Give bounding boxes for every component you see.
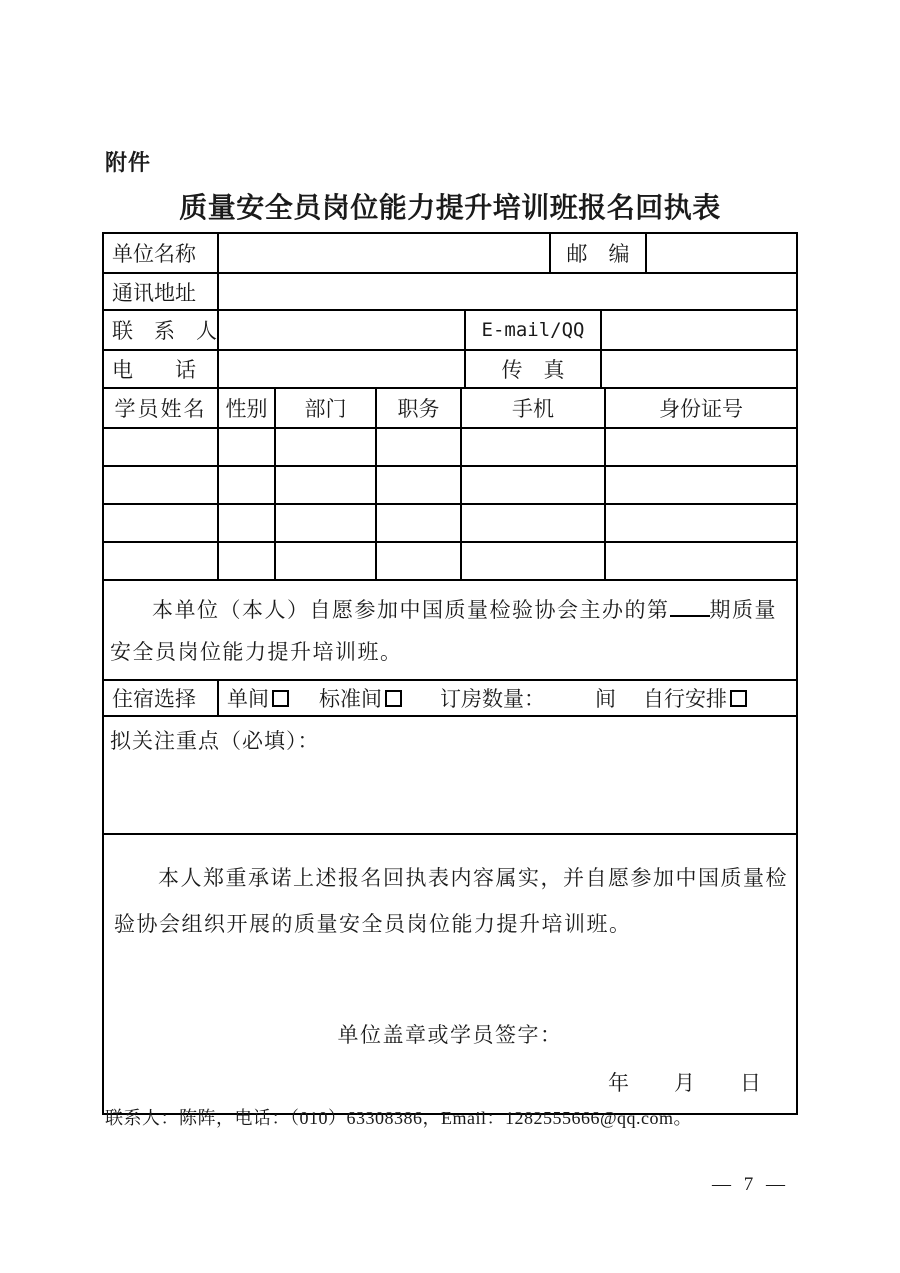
participation-statement-line2: 安全员岗位能力提升培训班。 xyxy=(110,640,403,664)
email-qq-label: E-mail/QQ xyxy=(466,311,602,349)
standard-room-label: 标准间 xyxy=(319,687,382,711)
registration-table xyxy=(102,232,798,1115)
commitment-section xyxy=(104,855,796,1113)
student-cell-department xyxy=(276,467,377,503)
row-contact-person xyxy=(104,311,796,351)
contact-person-value-cell xyxy=(219,311,466,349)
row-address xyxy=(104,274,796,311)
row-unit-name xyxy=(104,234,796,274)
single-room-label: 单间 xyxy=(227,687,269,711)
student-cell-gender xyxy=(219,467,276,503)
self-arrange-label: 自行安排 xyxy=(643,687,727,711)
participation-text-post: 期质量 xyxy=(709,598,777,622)
students-header-row xyxy=(104,389,796,429)
student-row xyxy=(104,429,796,467)
commitment-line2: 验协会组织开展的质量安全员岗位能力提升培训班。 xyxy=(114,912,632,936)
postal-code-value-cell xyxy=(647,234,796,272)
student-cell-id-number xyxy=(606,543,796,579)
student-cell-id-number xyxy=(606,467,796,503)
commitment-paragraph xyxy=(114,855,786,947)
single-room-checkbox xyxy=(272,690,289,707)
page-title: 质量安全员岗位能力提升培训班报名回执表 xyxy=(179,192,721,223)
phone-value-cell xyxy=(219,351,466,387)
focus-points-section xyxy=(104,717,796,835)
student-row xyxy=(104,505,796,543)
student-cell-name xyxy=(104,429,219,465)
standard-room-checkbox xyxy=(385,690,402,707)
participation-statement-section xyxy=(104,581,796,681)
student-cell-position xyxy=(377,429,462,465)
commitment-line1: 本人郑重承诺上述报名回执表内容属实，并自愿参加中国质量检 xyxy=(158,866,788,890)
accommodation-row xyxy=(104,681,796,717)
student-cell-mobile xyxy=(462,543,606,579)
student-cell-position xyxy=(377,505,462,541)
student-row xyxy=(104,467,796,505)
student-cell-name xyxy=(104,467,219,503)
attachment-label: 附件 xyxy=(105,150,152,175)
student-cell-gender xyxy=(219,543,276,579)
unit-name-value-cell xyxy=(219,234,551,272)
postal-code-label: 邮 编 xyxy=(551,234,647,272)
students-header-department: 部门 xyxy=(276,389,377,427)
student-cell-id-number xyxy=(606,505,796,541)
student-cell-mobile xyxy=(462,467,606,503)
date-line: 年 月 日 xyxy=(608,1071,762,1095)
student-cell-department xyxy=(276,505,377,541)
students-header-name: 学员姓名 xyxy=(104,389,219,427)
fax-label: 传 真 xyxy=(466,351,602,387)
page-number: — 7 — xyxy=(712,1174,789,1195)
students-header-id-number: 身份证号 xyxy=(659,397,743,421)
self-arrange-checkbox xyxy=(730,690,747,707)
participation-text-pre: 本单位（本人）自愿参加中国质量检验协会主办的第 xyxy=(152,598,670,622)
focus-points-label: 拟关注重点（必填）： xyxy=(110,729,320,753)
participation-statement-line1 xyxy=(110,589,790,631)
row-phone-fax xyxy=(104,351,796,389)
student-cell-gender xyxy=(219,429,276,465)
students-header-position: 职务 xyxy=(377,389,462,427)
student-cell-name xyxy=(104,543,219,579)
quantity-unit-label: 间 xyxy=(595,687,616,711)
fax-value-cell xyxy=(602,351,796,387)
contact-person-label: 联 系 人 xyxy=(104,311,219,349)
students-header-gender: 性别 xyxy=(219,389,276,427)
booking-quantity-label: 订房数量： xyxy=(440,687,545,711)
student-cell-mobile xyxy=(462,505,606,541)
student-cell-mobile xyxy=(462,429,606,465)
email-qq-value-cell xyxy=(602,311,796,349)
student-cell-gender xyxy=(219,505,276,541)
signature-label: 单位盖章或学员签字： xyxy=(337,1023,563,1047)
phone-label: 电 话 xyxy=(104,351,219,387)
student-cell-name xyxy=(104,505,219,541)
student-cell-position xyxy=(377,467,462,503)
footer-contact-info: 联系人：陈阵，电话：（010）63308386，Email：1282555666@qq.com。 xyxy=(105,1108,693,1128)
unit-name-label: 单位名称 xyxy=(104,234,219,272)
student-cell-department xyxy=(276,429,377,465)
accommodation-options xyxy=(219,681,796,715)
student-cell-department xyxy=(276,543,377,579)
students-header-mobile: 手机 xyxy=(462,389,606,427)
student-cell-position xyxy=(377,543,462,579)
student-cell-id-number xyxy=(606,429,796,465)
accommodation-label: 住宿选择 xyxy=(104,681,219,715)
session-number-blank-line xyxy=(670,597,710,617)
address-label: 通讯地址 xyxy=(104,274,219,309)
student-row xyxy=(104,543,796,581)
address-value-cell xyxy=(219,274,796,309)
